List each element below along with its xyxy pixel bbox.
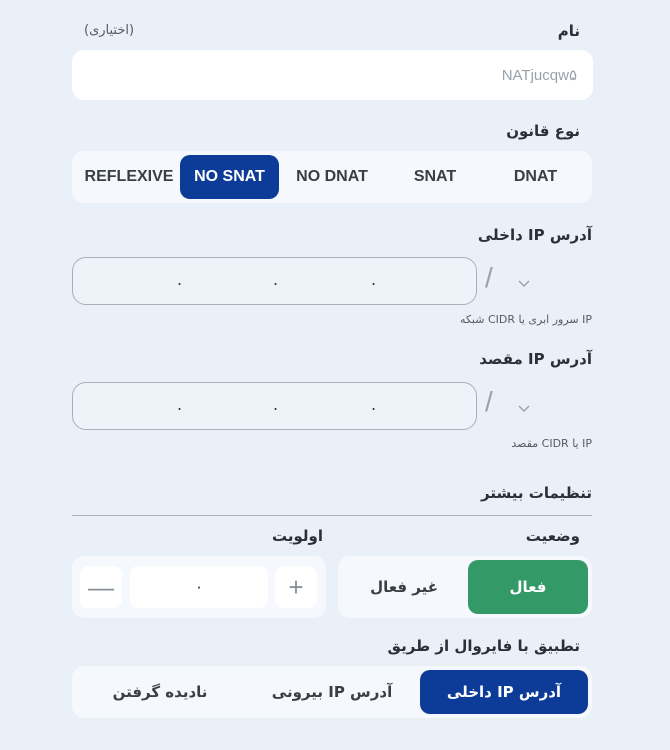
ip-octet-separator: . xyxy=(177,395,183,414)
status-label: وضعیت xyxy=(525,527,580,545)
decrement-button[interactable] xyxy=(80,566,122,608)
cidr-dropdown[interactable] xyxy=(518,399,530,418)
dest-ip-label: آدرس IP مقصد xyxy=(479,350,592,368)
rule-type-no-snat[interactable]: NO SNAT xyxy=(180,155,279,199)
internal-ip-input[interactable] xyxy=(72,257,477,305)
plus-icon: + xyxy=(288,571,304,602)
ip-octet-separator: . xyxy=(177,270,183,289)
apply-via-ignore[interactable]: نادیده گرفتن xyxy=(112,683,208,701)
chevron-down-icon xyxy=(518,277,530,289)
name-label: نام xyxy=(557,22,580,40)
dest-ip-input[interactable] xyxy=(72,382,477,430)
rule-type-label: نوع قانون xyxy=(506,122,580,140)
ip-octet-separator: . xyxy=(371,270,377,289)
ip-octet-separator: . xyxy=(273,395,279,414)
optional-note: (اختیاری) xyxy=(84,23,135,38)
rule-type-selector xyxy=(72,151,592,203)
more-settings-heading: تنظیمات بیشتر xyxy=(481,484,592,502)
internal-ip-label: آدرس IP داخلی xyxy=(477,226,592,244)
cidr-slash: / xyxy=(485,386,493,417)
ip-octet-separator: . xyxy=(371,395,377,414)
minus-icon: — xyxy=(88,571,114,602)
internal-ip-hint: IP سرور ابری یا CIDR شبکه xyxy=(459,313,592,326)
ip-octet-separator: . xyxy=(273,270,279,289)
status-inactive-button[interactable]: غیر فعال xyxy=(370,578,438,596)
rule-type-dnat[interactable]: DNAT xyxy=(513,168,558,185)
name-placeholder: NATjucqw۵ xyxy=(501,67,577,84)
cidr-slash: / xyxy=(485,262,493,293)
rule-type-snat[interactable]: SNAT xyxy=(413,168,457,185)
priority-stepper xyxy=(72,556,326,618)
dest-ip-hint: IP یا CIDR مقصد xyxy=(511,437,592,450)
status-toggle xyxy=(338,556,592,618)
rule-type-no-dnat[interactable]: NO DNAT xyxy=(296,168,368,185)
section-divider xyxy=(72,515,592,516)
apply-via-external-ip[interactable]: آدرس IP بیرونی xyxy=(271,683,393,701)
status-active-button[interactable]: فعال xyxy=(468,560,588,614)
cidr-dropdown[interactable] xyxy=(518,274,530,293)
priority-label: اولویت xyxy=(272,527,324,545)
apply-via-label: تطبیق با فایروال از طریق xyxy=(387,637,580,655)
apply-via-internal-ip[interactable]: آدرس IP داخلی xyxy=(420,670,588,714)
apply-via-selector xyxy=(72,666,592,718)
rule-type-reflexive[interactable]: REFLEXIVE xyxy=(84,168,174,185)
priority-value[interactable]: ۰ xyxy=(130,566,268,608)
chevron-down-icon xyxy=(518,402,530,414)
name-input[interactable] xyxy=(72,50,593,100)
increment-button[interactable] xyxy=(275,566,317,608)
